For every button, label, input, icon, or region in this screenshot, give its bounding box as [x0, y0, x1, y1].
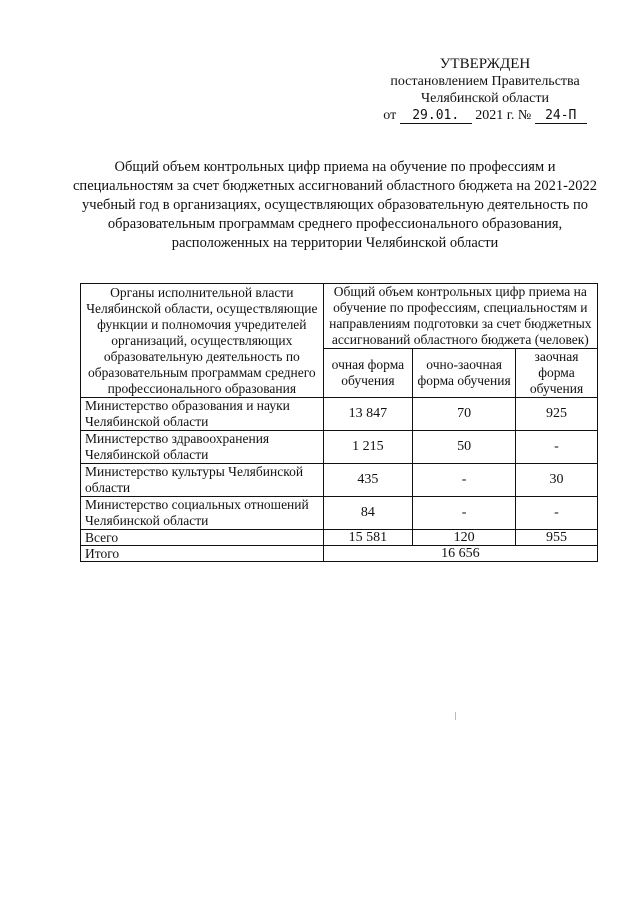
row-full-time: 435 [323, 464, 413, 497]
table-row [81, 398, 598, 431]
row-name: Министерство культуры Челябинской области [81, 464, 324, 497]
table-header-row [81, 284, 598, 349]
row-part-time: 70 [413, 398, 516, 431]
date-handwritten: 29.01. [400, 108, 472, 124]
row-name: Министерство образования и науки Челябинской области [81, 398, 324, 431]
header-authorities: Органы исполнительной власти Челябинской области, осуществляющие функции и полномочия учредителей организаций, осуществляющих образовательную деятельность по образовательным программам среднего профессионального образования [81, 284, 324, 398]
total-label: Всего [81, 530, 324, 546]
grand-total-row [81, 546, 598, 562]
approval-heading: УТВЕРЖДЕН [439, 56, 531, 72]
approval-line-2: Челябинской области [421, 91, 549, 106]
row-correspondence: 925 [516, 398, 598, 431]
scan-mark [455, 712, 456, 720]
subheader-correspondence: заочная форма обучения [516, 349, 598, 398]
row-full-time: 1 215 [323, 431, 413, 464]
table-row [81, 431, 598, 464]
date-prefix: от [383, 108, 397, 123]
row-part-time: - [413, 497, 516, 530]
row-part-time: 50 [413, 431, 516, 464]
subheader-part-time: очно-заочная форма обучения [413, 349, 516, 398]
row-part-time: - [413, 464, 516, 497]
approval-date-line [360, 107, 610, 124]
table-row [81, 497, 598, 530]
row-correspondence: 30 [516, 464, 598, 497]
approval-block [360, 56, 610, 124]
header-total-volume: Общий объем контрольных цифр приема на обучение по профессиям, специальностям и направлениям подготовки за счет бюджетных ассигнований областного бюджета (человек) [323, 284, 597, 349]
row-name: Министерство социальных отношений Челябинской области [81, 497, 324, 530]
total-full-time: 15 581 [323, 530, 413, 546]
total-part-time: 120 [413, 530, 516, 546]
total-correspondence: 955 [516, 530, 598, 546]
row-correspondence: - [516, 431, 598, 464]
number-handwritten: 24-П [535, 108, 587, 124]
grand-total-value: 16 656 [323, 546, 597, 562]
approval-line-1: постановлением Правительства [390, 74, 580, 89]
row-full-time: 84 [323, 497, 413, 530]
total-row [81, 530, 598, 546]
grand-total-label: Итого [81, 546, 324, 562]
table-row [81, 464, 598, 497]
row-full-time: 13 847 [323, 398, 413, 431]
date-year: 2021 г. № [475, 108, 532, 123]
admissions-table [80, 283, 598, 562]
row-name: Министерство здравоохранения Челябинской области [81, 431, 324, 464]
row-correspondence: - [516, 497, 598, 530]
document-title: Общий объем контрольных цифр приема на обучение по профессиям и специальностям за счет бюджетных ассигнований областного бюджета на 2021-2022 учебный год в организациях, осуществляющих образовательную деятельность по образовательным программам среднего профессионального образования, расположенных на территории Челябинской области [73, 159, 597, 251]
subheader-full-time: очная форма обучения [323, 349, 413, 398]
